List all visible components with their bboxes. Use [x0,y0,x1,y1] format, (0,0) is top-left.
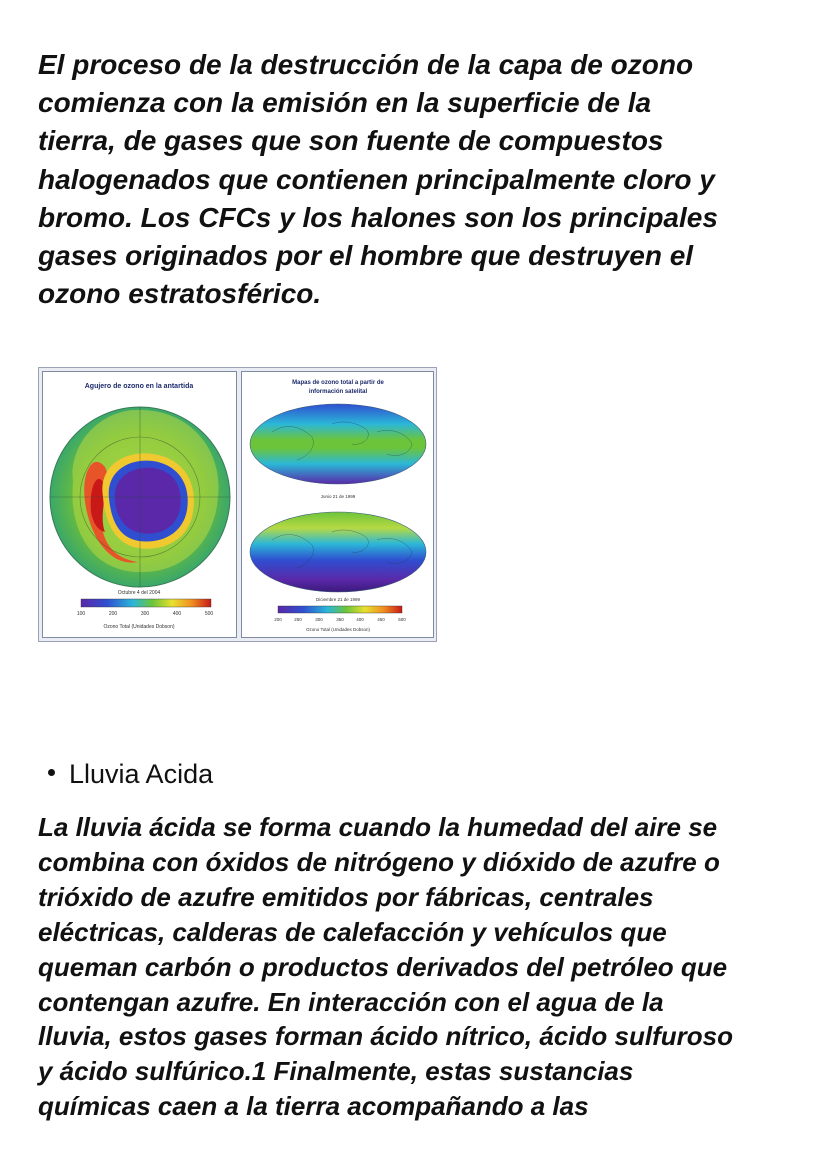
left-scale-tick: 500 [204,611,214,617]
bullet-label: Lluvia Acida [69,759,214,789]
bullet-icon [48,769,55,776]
left-scale-tick: 400 [172,611,182,617]
world-map-june [250,404,426,484]
acid-rain-line: trióxido de azufre emitidos por fábricas, centrales [38,881,654,912]
acid-rain-line: eléctricas, calderas de calefacción y vehículos que [38,916,667,947]
acid-rain-line: combina con óxidos de nitrógeno y dióxido de azufre o [38,846,720,877]
intro-line: comienza con la emisión en la superficie de la [38,87,652,119]
intro-paragraph [38,46,798,313]
left-scale-tick: 300 [140,611,150,617]
right-color-scale [278,606,402,613]
acid-rain-line: lluvia, estos gases forman ácido nítrico, ácido sulfuroso [38,1021,733,1052]
right-scale-tick: 450 [377,617,385,622]
global-ozone-maps [242,372,433,637]
right-panel-date-2: Diciembre 21 de 1999 [315,597,361,602]
right-scale-tick: 350 [336,617,344,622]
right-scale-tick: 300 [315,617,323,622]
right-scale-tick: 200 [274,617,282,622]
ozone-hole-map [43,372,236,637]
intro-line: El proceso de la destrucción de la capa de ozono [38,49,694,80]
world-map-december [250,512,426,592]
intro-line: tierra, de gases que son fuente de compuestos [38,125,664,157]
acid-rain-line: queman carbón o productos derivados del petróleo que [38,951,728,982]
left-color-scale [81,599,211,607]
global-ozone-panel [241,371,434,638]
ozone-hole [115,468,181,534]
left-scale-label: Ozono Total (Unidades Dobson) [103,624,175,630]
left-panel-date: Octubre 4 del 2004 [117,590,161,596]
acid-rain-paragraph [38,810,808,1124]
acid-rain-line: y ácido sulfúrico.1 Finalmente, estas sustancias [38,1056,634,1087]
right-scale-tick: 500 [398,617,406,622]
right-panel-title: información satelital [308,389,368,395]
right-scale-tick: 400 [356,617,364,622]
right-scale-label: Ozono Total (Unidades Dobson) [306,627,370,632]
acid-rain-line: La lluvia ácida se forma cuando la humedad del aire se [38,812,718,842]
intro-line: halogenados que contienen principalmente cloro y [38,163,715,195]
right-scale-tick: 250 [294,617,302,622]
right-panel-date-1: Junio 21 de 1999 [320,494,356,499]
ozone-hole-panel [42,371,237,638]
left-scale-tick: 200 [108,611,118,617]
left-panel-title: Agujero de ozono en la antartida [84,383,194,390]
left-scale-tick: 100 [76,611,86,617]
acid-rain-line: contengan azufre. En interacción con el agua de la [38,986,664,1017]
intro-line: gases originados por el hombre que destruyen el [38,240,694,272]
bullet-item-lluvia-acida [48,756,213,792]
intro-line: ozono estratosférico. [38,278,322,310]
acid-rain-line: químicas caen a la tierra acompañando a las [38,1091,589,1122]
right-panel-title: Mapas de ozono total a partir de [292,380,384,386]
ozone-figure [38,367,437,642]
intro-line: bromo. Los CFCs y los halones son los principales [38,201,718,233]
